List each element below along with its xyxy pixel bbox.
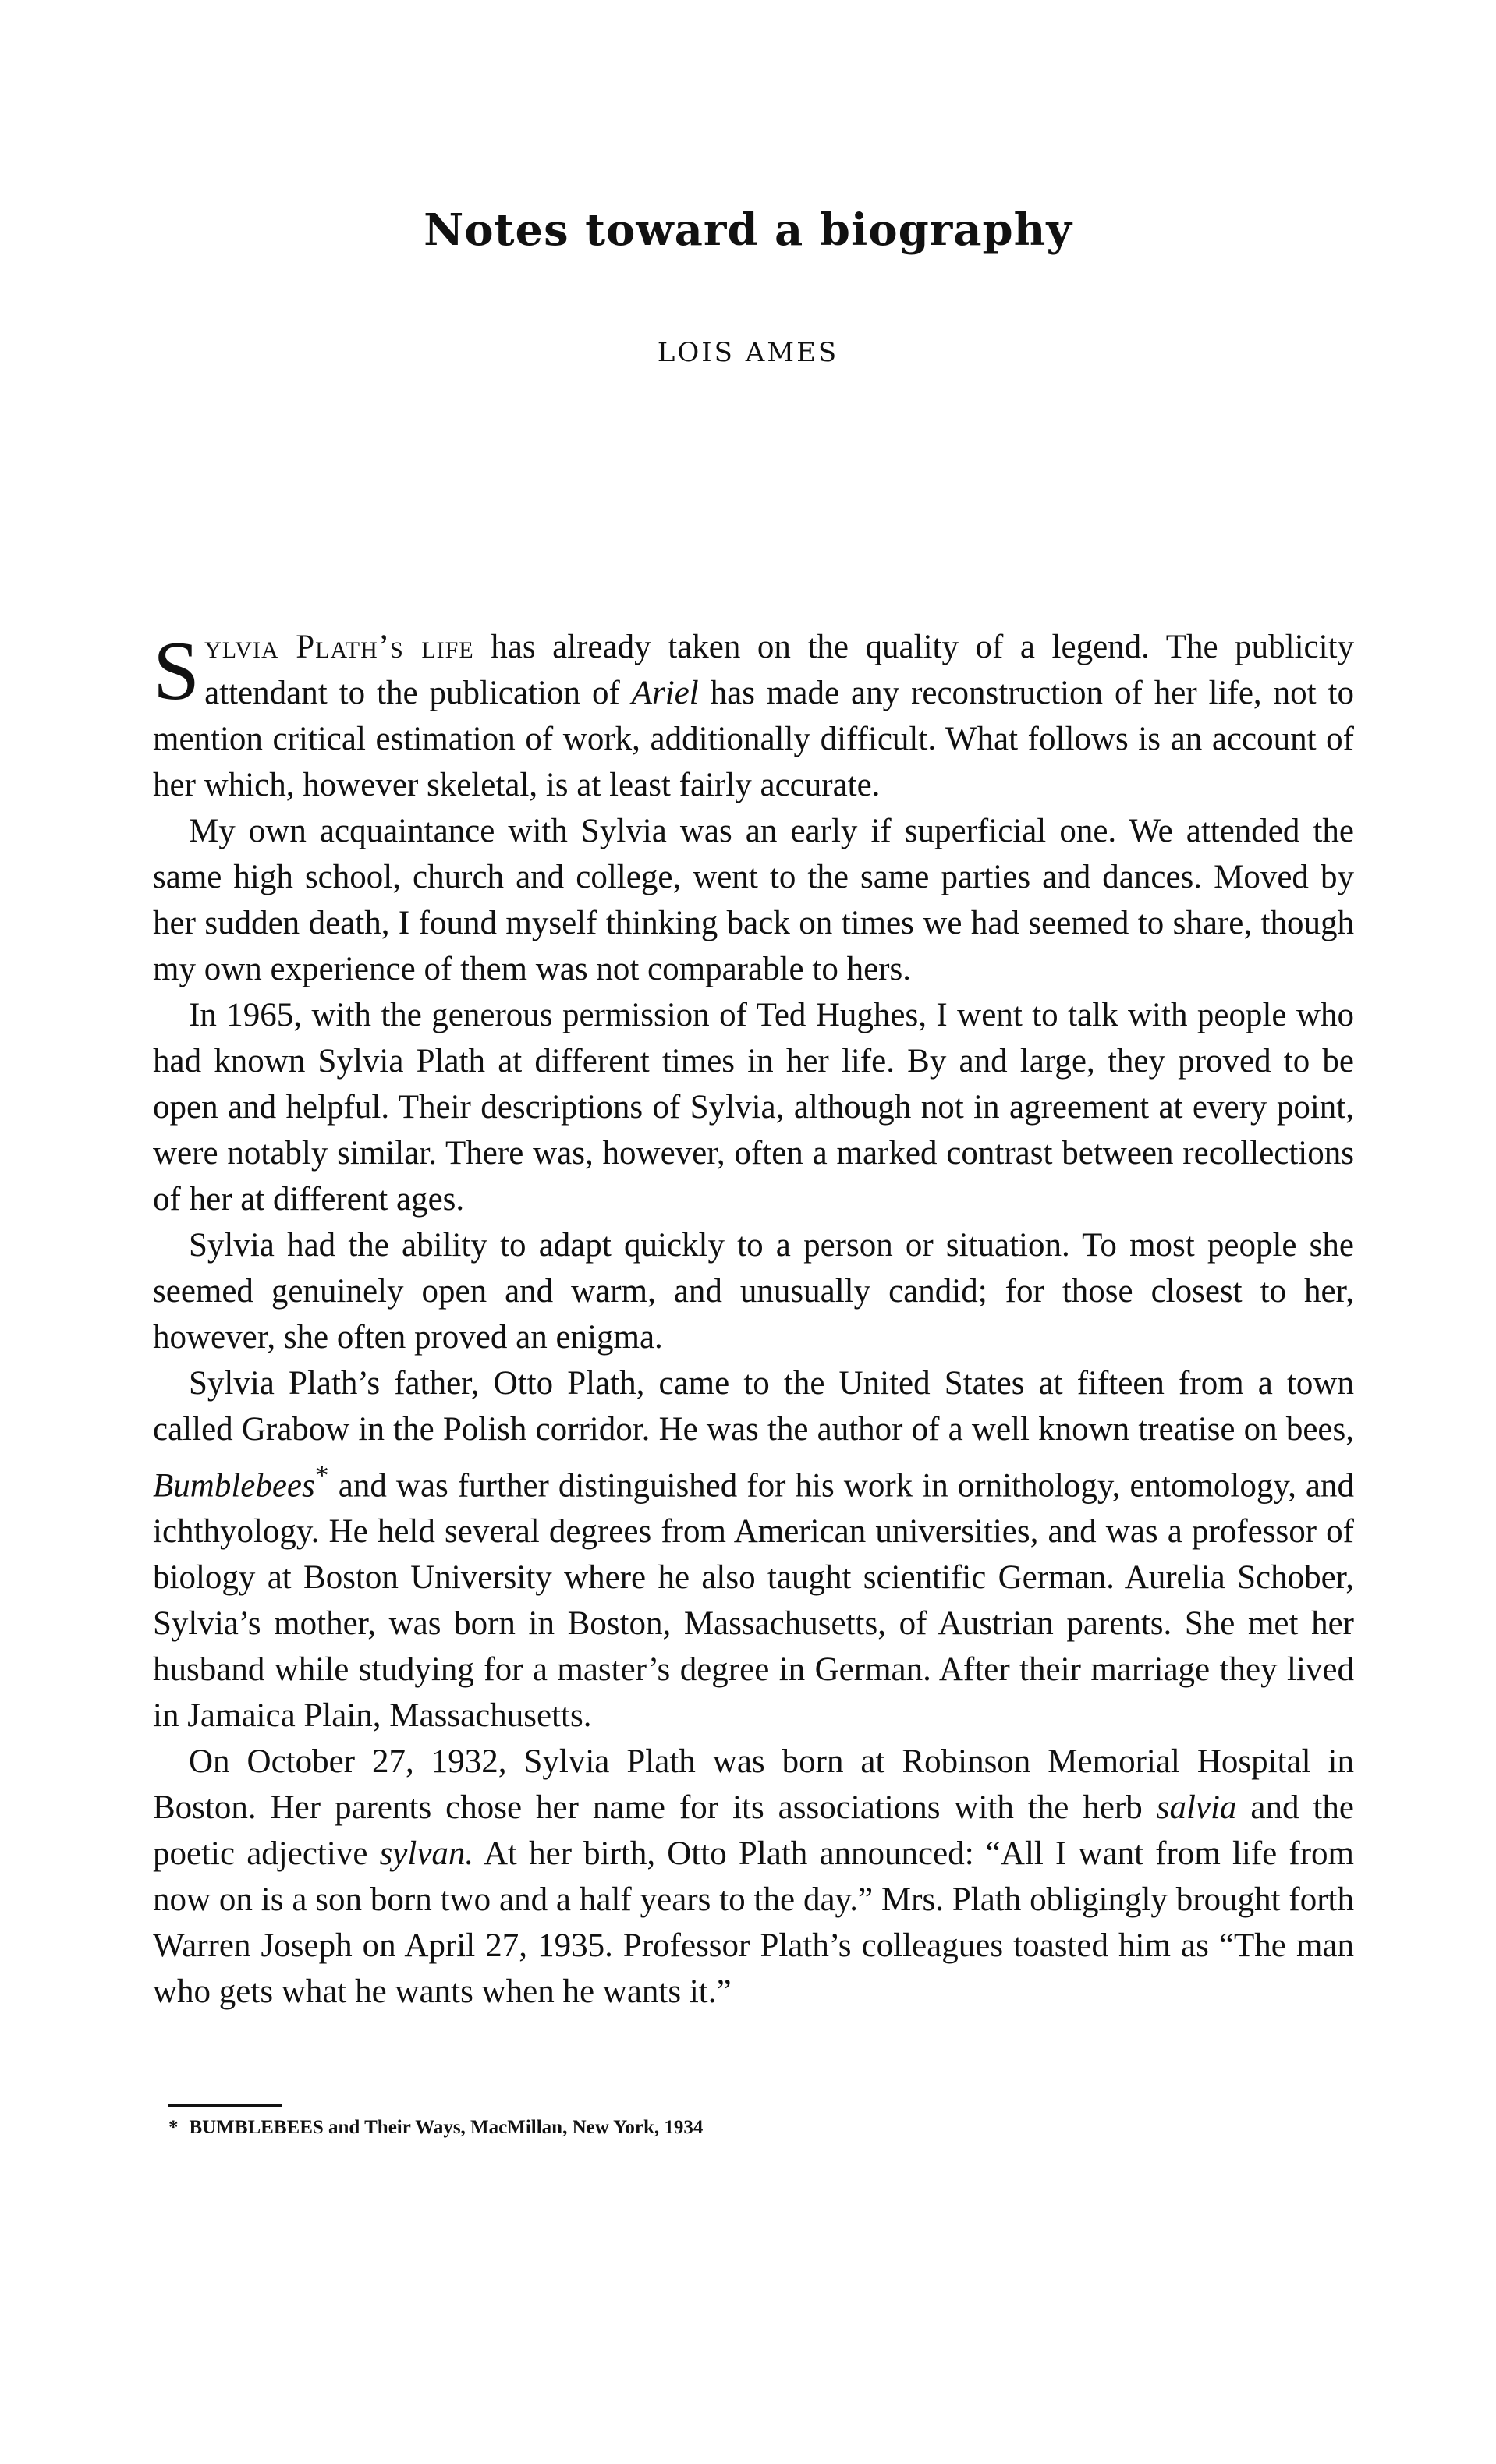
birth-text-b: and the poetic adjective	[153, 1789, 1354, 1873]
opening-text-end: has made any reconstruction of her life, not to mention critical estimation of work, additionally difficult. What follows is an account of her which, however skeletal, is at least fairly accurate.	[153, 675, 1354, 803]
lead-in-caps: ylvia	[204, 629, 279, 665]
italic-title-ariel: Ariel	[631, 675, 699, 711]
italic-title-bumblebees: Bumblebees	[153, 1467, 315, 1505]
lead-in-caps-2: Plath’s life	[296, 629, 474, 665]
paragraph-adaptability: Sylvia had the ability to adapt quickly to a person or situation. To most people she seemed genuinely open and warm, and unusually candid; for those closest to her, however, she often proved an enigma.	[153, 1227, 1354, 1356]
paragraph-father	[153, 1360, 1354, 1739]
paragraph-interviews: In 1965, with the generous permission of Ted Hughes, I went to talk with people who had known Sylvia Plath at different times in her life. By and large, they proved to be open and helpful. Their descriptions of Sylvia, although not in agreement at every point, were notably similar. There was, however, often a marked contrast between recollections of her at different ages.	[153, 997, 1354, 1218]
article-body	[153, 624, 1354, 2015]
footnote	[168, 2115, 703, 2140]
italic-salvia: salvia	[1156, 1789, 1237, 1827]
italic-sylvan: sylvan.	[379, 1835, 474, 1873]
article-author: LOIS AMES	[657, 337, 839, 368]
birth-text-a: On October 27, 1932, Sylvia Plath was born at Robinson Memorial Hospital in Boston. Her parents chose her name for its associations with the herb	[153, 1743, 1354, 1827]
footnote-divider	[168, 2104, 282, 2107]
footnote-reference: *	[314, 1459, 329, 1491]
footnote-text: BUMBLEBEES and Their Ways, MacMillan, New York, 1934	[189, 2117, 704, 2138]
paragraph-acquaintance: My own acquaintance with Sylvia was an early if superficial one. We attended the same high school, church and college, went to the same parties and dances. Moved by her sudden death, I found myself thinking back on times we had seemed to share, though my own experience of them was not comparable to hers.	[153, 813, 1354, 987]
paragraph-birth	[153, 1739, 1354, 2015]
drop-cap: S	[153, 625, 200, 718]
father-text-a: Sylvia Plath’s father, Otto Plath, came to the United States at fifteen from a town called Grabow in the Polish corridor. He was the author of a well known treatise on bees,	[153, 1365, 1354, 1448]
footnote-mark: *	[168, 2117, 179, 2138]
birth-text-c: At her birth, Otto Plath announced: “All I want from life from now on is a son born two and a half years to the day.” Mrs. Plath obligingly brought forth Warren Joseph on April 27, 1935. Professor Plath’s colleagues toasted him as “The man who gets what he wants when he wants it.”	[153, 1835, 1354, 2011]
opening-text: has already taken on the quality of a legend. The publicity attendant to the publication of	[204, 629, 1354, 711]
father-text-b: and was further distinguished for his work in ornithology, entomology, and ichthyology. He held several degrees from American universities, and was a professor of biology at Boston University where he also taught scientific German. Aurelia Schober, Sylvia’s mother, was born in Boston, Massachusetts, of Austrian parents. She met her husband while studying for a master’s degree in German. After their marriage they lived in Jamaica Plain, Massachusetts.	[153, 1467, 1354, 1735]
article-title: Notes toward a biography	[424, 204, 1072, 256]
opening-paragraph	[153, 624, 1354, 808]
